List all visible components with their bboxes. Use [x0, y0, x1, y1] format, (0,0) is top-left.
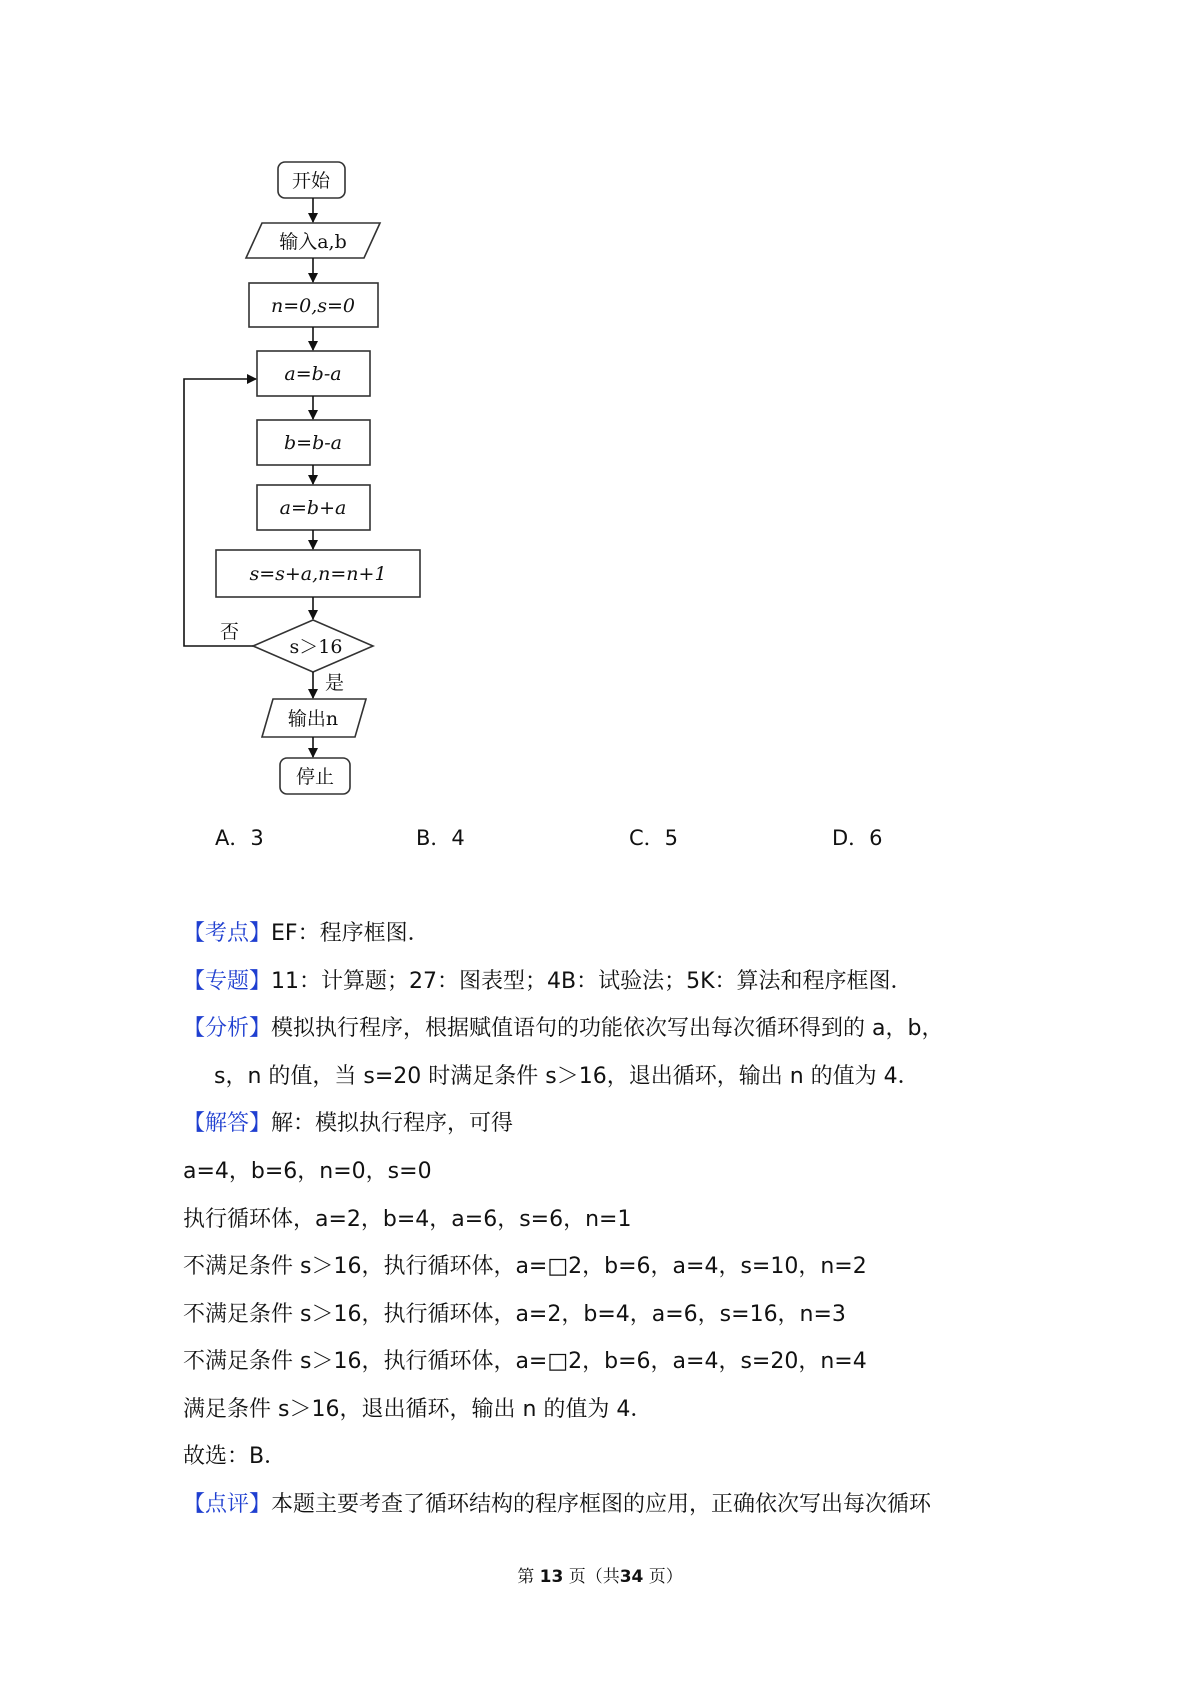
zhuanti-line	[183, 964, 913, 995]
input-label: 输入a,b	[279, 231, 347, 253]
jieda-tag: 【解答】	[183, 1111, 272, 1136]
footer-prefix: 第	[517, 1567, 535, 1587]
no-label: 否	[220, 621, 240, 643]
option-d: D．6	[832, 826, 883, 850]
option-c: C．5	[629, 826, 679, 850]
step1-label: a=b-a	[284, 363, 342, 385]
page-footer	[0, 1562, 1200, 1587]
kaodian-text: EF：程序框图．	[271, 921, 430, 946]
yes-label: 是	[325, 672, 345, 694]
solution-step: 满足条件 s＞16，退出循环，输出 n 的值为 4．	[183, 1397, 653, 1422]
dianping-line	[183, 1487, 931, 1518]
page-number: 13	[539, 1567, 564, 1587]
flowchart	[0, 0, 1200, 788]
footer-middle: 页（共	[568, 1567, 620, 1587]
dianping-text: 本题主要考查了循环结构的程序框图的应用，正确依次写出每次循环	[271, 1492, 932, 1517]
kaodian-line	[183, 916, 430, 947]
jieda-line	[183, 1106, 513, 1137]
fenxi-text-continued: s，n 的值，当 s=20 时满足条件 s＞16，退出循环，输出 n 的值为 4．	[214, 1064, 920, 1089]
stop-label: 停止	[295, 766, 335, 788]
answer-line: 故选：B．	[183, 1444, 287, 1469]
step3-label: a=b+a	[279, 497, 347, 519]
init-label: n=0,s=0	[270, 295, 356, 317]
kaodian-tag: 【考点】	[183, 921, 272, 946]
solution-step: 不满足条件 s＞16，执行循环体，a=2，b=4，a=6，s=16，n=3	[183, 1302, 846, 1327]
option-a: A．3	[215, 826, 264, 850]
loop-back-arrow	[184, 379, 256, 646]
solution-step: 不满足条件 s＞16，执行循环体，a=□2，b=6，a=4，s=20，n=4	[183, 1349, 867, 1374]
step4-label: s=s+a,n=n+1	[249, 563, 387, 585]
fenxi-text: 模拟执行程序，根据赋值语句的功能依次写出每次循环得到的 a，b，	[271, 1016, 944, 1041]
jieda-text: 解：模拟执行程序，可得	[271, 1111, 514, 1136]
solution-step: 不满足条件 s＞16，执行循环体，a=□2，b=6，a=4，s=10，n=2	[183, 1254, 867, 1279]
start-label: 开始	[291, 170, 331, 192]
zhuanti-tag: 【专题】	[183, 969, 272, 994]
dianping-tag: 【点评】	[183, 1492, 272, 1517]
fenxi-tag: 【分析】	[183, 1016, 272, 1041]
zhuanti-text: 11：计算题；27：图表型；4B：试验法；5K：算法和程序框图．	[271, 969, 913, 994]
solution-step: 执行循环体，a=2，b=4，a=6，s=6，n=1	[183, 1207, 632, 1232]
condition-label: s＞16	[289, 636, 343, 658]
total-pages: 34	[619, 1567, 644, 1587]
option-b: B．4	[416, 826, 465, 850]
fenxi-line	[183, 1011, 943, 1042]
step2-label: b=b-a	[284, 432, 342, 454]
solution-step: a=4，b=6，n=0，s=0	[183, 1159, 432, 1184]
output-label: 输出n	[287, 708, 339, 730]
footer-suffix: 页）	[648, 1567, 683, 1587]
